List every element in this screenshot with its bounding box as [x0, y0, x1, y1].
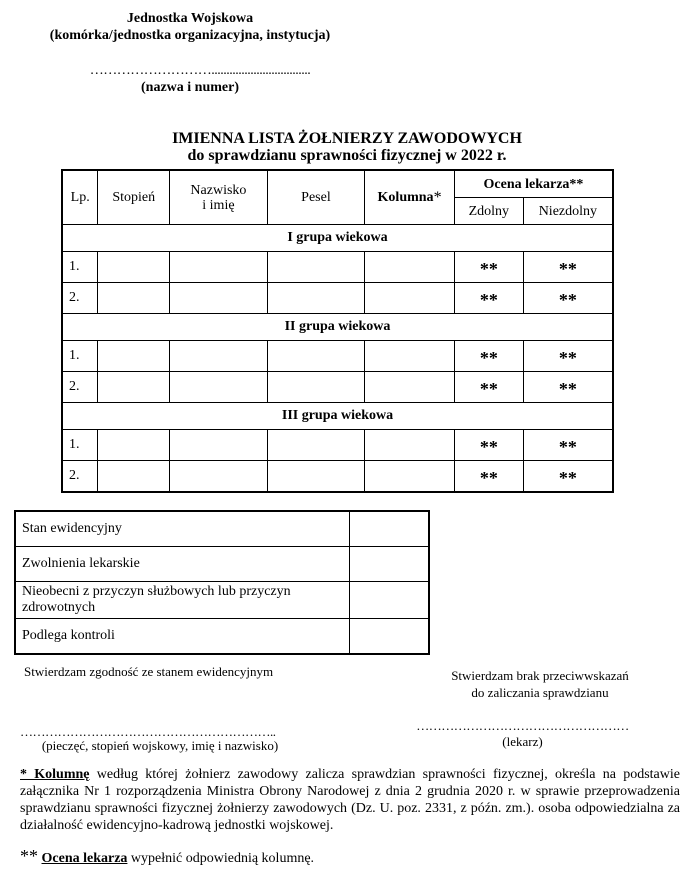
name-cell[interactable] [170, 252, 268, 283]
doctor-signature-caption: (lekarz) [502, 734, 543, 749]
rank-cell[interactable] [98, 461, 170, 493]
age-group-3-label: III grupa wiekowa [62, 403, 613, 430]
header-name [170, 170, 268, 225]
row-lp: 2. [62, 283, 98, 314]
pesel-cell[interactable] [267, 341, 364, 372]
records-signature-line[interactable]: …………………………………………………….. [20, 724, 276, 739]
soldier-list-table [61, 169, 614, 493]
column-cell[interactable] [365, 430, 455, 461]
table-row [62, 283, 613, 314]
pesel-cell[interactable] [267, 461, 364, 493]
header-column [365, 170, 455, 225]
row-lp: 1. [62, 430, 98, 461]
doctor-signature-line[interactable]: …………………………………………… [416, 718, 629, 733]
unfit-cell[interactable]: ** [523, 461, 613, 493]
unit-title-line2: (komórka/jednostka organizacyjna, instytucja) [49, 28, 331, 43]
rank-cell[interactable] [98, 372, 170, 403]
rank-cell[interactable] [98, 430, 170, 461]
status-row [15, 511, 429, 547]
unfit-cell[interactable]: ** [523, 283, 613, 314]
name-cell[interactable] [170, 372, 268, 403]
status-row [15, 582, 429, 619]
pesel-cell[interactable] [267, 252, 364, 283]
row-lp: 2. [62, 461, 98, 493]
column-cell[interactable] [365, 372, 455, 403]
unit-title [20, 10, 360, 44]
header-name-line2: i imię [202, 197, 235, 213]
doctor-confirmation-text [400, 667, 680, 701]
name-cell[interactable] [170, 341, 268, 372]
table-row [62, 461, 613, 493]
name-cell[interactable] [170, 430, 268, 461]
fit-cell[interactable]: ** [454, 372, 523, 403]
doctor-confirmation-line2: do zaliczania sprawdzianu [471, 685, 609, 700]
header-lp: Lp. [62, 170, 98, 225]
doctor-confirmation-line1: Stwierdzam brak przeciwwskazań [451, 668, 629, 683]
unit-name-caption: (nazwa i numer) [141, 80, 239, 95]
unit-title-line1: Jednostka Wojskowa [126, 11, 254, 26]
unit-name-dotted-line: ………………………................................. [89, 63, 311, 78]
table-row [62, 341, 613, 372]
header-doctor-assessment: Ocena lekarza** [454, 170, 613, 198]
header-pesel: Pesel [267, 170, 364, 225]
footnote-doctor-mark: ** [20, 846, 38, 866]
row-lp: 1. [62, 252, 98, 283]
table-row [62, 372, 613, 403]
status-value-cell[interactable] [350, 547, 430, 582]
fit-cell[interactable]: ** [454, 283, 523, 314]
status-value-cell[interactable] [350, 511, 430, 547]
list-title [60, 130, 634, 164]
header-column-label: Kolumna [377, 190, 434, 205]
unfit-cell[interactable]: ** [523, 252, 613, 283]
fit-cell[interactable]: ** [454, 461, 523, 493]
footnote-column-text: według której żołnierz zawodowy zalicza sprawdzian sprawności fizycznej, określa na podstawie załącznika Nr 1 rozporządzenia Ministra Obrony Narodowej z dnia 2 grudnia 2020 r. w sprawie przeprowadzenia sprawdzianu sprawności fizycznej żołnierzy zawodowych (Dz. U. poz. 2331, z późn. zm.). osoba odpowiedzialna za działalność ewidencyjno-kadrową jednostki wojskowej. [20, 767, 680, 833]
status-label: Nieobecni z przyczyn służbowych lub przyczyn zdrowotnych [15, 582, 350, 619]
list-title-line1: IMIENNA LISTA ŻOŁNIERZY ZAWODOWYCH [172, 130, 522, 147]
status-row [15, 619, 429, 655]
rank-cell[interactable] [98, 252, 170, 283]
header-unfit: Niezdolny [523, 198, 613, 225]
rank-cell[interactable] [98, 283, 170, 314]
header-rank: Stopień [98, 170, 170, 225]
header-column-mark: * [433, 189, 442, 206]
unfit-cell[interactable]: ** [523, 341, 613, 372]
footnote-column-label: * Kolumnę [20, 767, 90, 782]
rank-cell[interactable] [98, 341, 170, 372]
status-value-cell[interactable] [350, 582, 430, 619]
name-cell[interactable] [170, 283, 268, 314]
age-group-2-label: II grupa wiekowa [62, 314, 613, 341]
column-cell[interactable] [365, 341, 455, 372]
footnote-doctor [20, 846, 680, 867]
table-row [62, 252, 613, 283]
row-lp: 2. [62, 372, 98, 403]
unfit-cell[interactable]: ** [523, 372, 613, 403]
list-title-line2: do sprawdzianu sprawności fizycznej w 2022 r. [187, 147, 507, 164]
status-summary-table [14, 510, 430, 655]
pesel-cell[interactable] [267, 372, 364, 403]
records-signature-caption: (pieczęć, stopień wojskowy, imię i nazwisko) [41, 738, 279, 753]
status-label: Stan ewidencyjny [15, 511, 350, 547]
footnote-doctor-text: wypełnić odpowiednią kolumnę. [127, 851, 315, 866]
header-name-line1: Nazwisko [190, 182, 247, 198]
fit-cell[interactable]: ** [454, 341, 523, 372]
footnote-column [20, 766, 680, 834]
status-row [15, 547, 429, 582]
footnote-doctor-label: Ocena lekarza [41, 851, 128, 866]
table-row [62, 430, 613, 461]
row-lp: 1. [62, 341, 98, 372]
column-cell[interactable] [365, 461, 455, 493]
pesel-cell[interactable] [267, 430, 364, 461]
unfit-cell[interactable]: ** [523, 430, 613, 461]
records-confirmation-text: Stwierdzam zgodność ze stanem ewidencyjnym [24, 664, 274, 679]
column-cell[interactable] [365, 252, 455, 283]
name-cell[interactable] [170, 461, 268, 493]
status-value-cell[interactable] [350, 619, 430, 655]
fit-cell[interactable]: ** [454, 252, 523, 283]
column-cell[interactable] [365, 283, 455, 314]
status-label: Podlega kontroli [15, 619, 350, 655]
pesel-cell[interactable] [267, 283, 364, 314]
header-fit: Zdolny [454, 198, 523, 225]
fit-cell[interactable]: ** [454, 430, 523, 461]
status-label: Zwolnienia lekarskie [15, 547, 350, 582]
age-group-1-label: I grupa wiekowa [62, 225, 613, 252]
